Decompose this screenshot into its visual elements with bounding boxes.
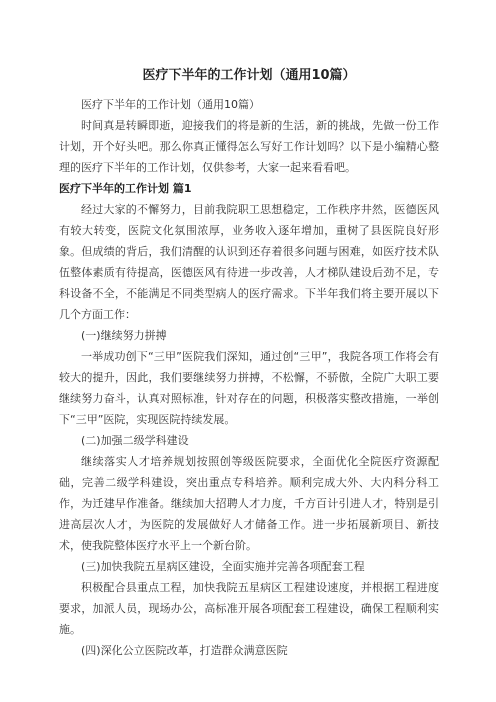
subheading: (四)深化公立医院改革，打造群众满意医院 <box>81 644 288 657</box>
document-body <box>59 94 439 661</box>
body-paragraph: 积极配合县重点工程，加快我院五星病区工程建设速度，并根据工程进度要求，加派人员，现场办公，高标准开展各项配套工程建设，确保工程顺利实施。 <box>59 581 439 636</box>
intro-paragraph: 时间真是转瞬即逝，迎接我们的将是新的生活，新的挑战，先做一份工作计划，开个好头吧。那么你真正懂得怎么写好工作计划吗？以下是小编精心整理的医疗下半年的工作计划，仅供参考，大家一起来看看吧。 <box>59 119 439 174</box>
subheading: (二)加强二级学科建设 <box>81 434 189 447</box>
body-paragraph: 一举成功创下“三甲”医院我们深知，通过创“三甲”，我院各项工作将会有较大的提升，因此，我们要继续努力拼搏，不松懈，不骄傲，全院广大职工要继续努力奋斗，认真对照标准，针对存在的问题，积极落实整改措施，一举创下“三甲”医院，实现医院持续发展。 <box>59 350 439 426</box>
body-paragraph: 继续落实人才培养规划按照创等级医院要求，全面优化全院医疗资源配础，完善二级学科建设，突出重点专科培养。顺利完成大外、大内科分科工作，为迁建早作准备。继续加大招聘人才力度，千方百计引进人才，特别是引进高层次人才，为医院的发展做好人才储备工作。进一步拓展新项目、新技术，使我院整体医疗水平上一个新台阶。 <box>59 455 439 552</box>
document-page <box>59 0 439 661</box>
intro-title-line: 医疗下半年的工作计划（通用10篇） <box>81 98 260 111</box>
document-title: 医疗下半年的工作计划（通用10篇） <box>142 68 356 83</box>
section-heading: 医疗下半年的工作计划 篇1 <box>59 182 192 195</box>
subheading: (三)加快我院五星病区建设，全面实施并完善各项配套工程 <box>81 560 365 573</box>
body-paragraph: 经过大家的不懈努力，目前我院职工思想稳定，工作秩序井然，医德医风有较大转变，医院文化氛围浓厚，业务收入逐年增加，重树了县医院良好形象。但成绩的背后，我们清醒的认识到还存着很多问题与困难，如医疗技术队伍整体素质有待提高，医德医风有待进一步改善，人才梯队建设后劲不足，专科设备不全，不能满足不同类型病人的医疗需求。下半年我们将主要开展以下几个方面工作： <box>59 203 439 321</box>
subheading: (一)继续努力拼搏 <box>81 329 167 342</box>
